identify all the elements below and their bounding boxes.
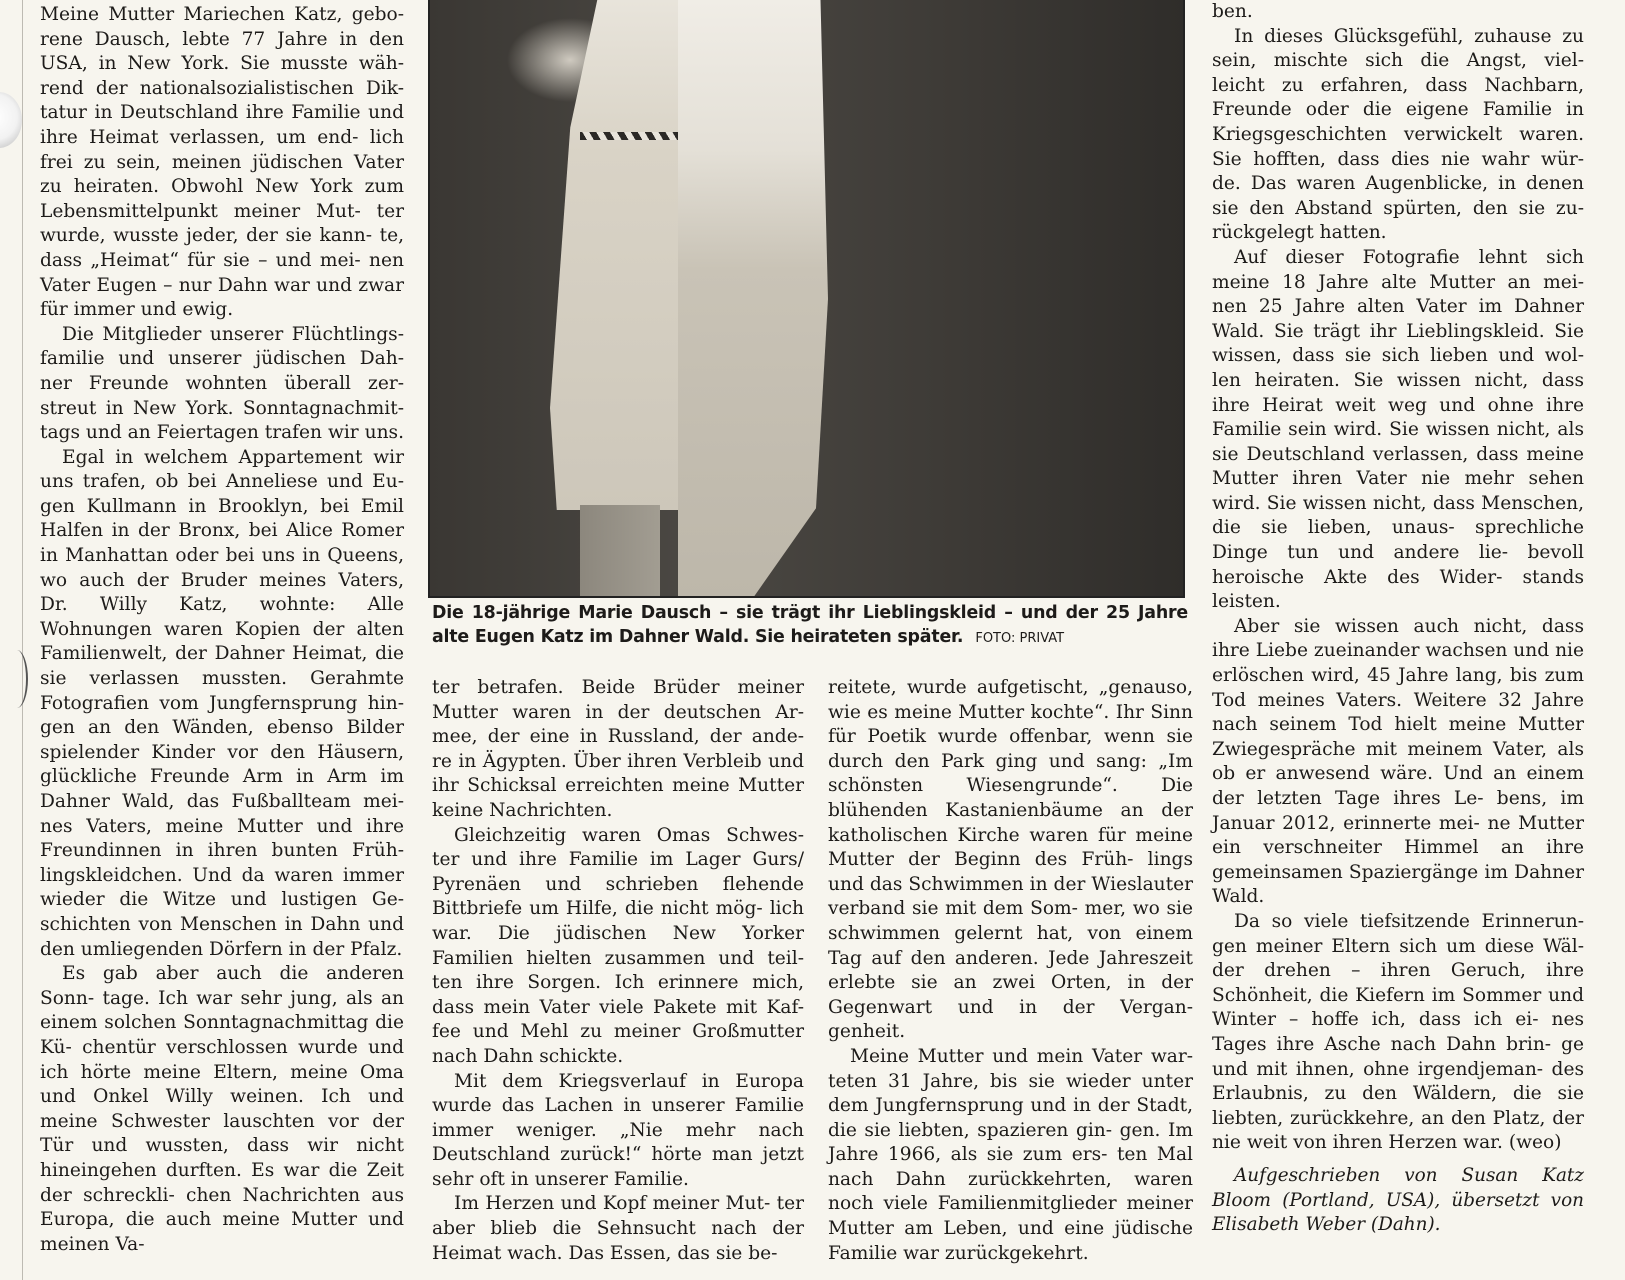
- paragraph: Gleichzeitig waren Omas Schwes- ter und ihre Familie im Lager Gurs/ Pyrenäen und schrieben flehende Bittbriefe um Hilfe, die nicht mög- lich war. Die jüdischen New Yorker Familien hielten zusammen und teil- ten ihre Sorgen. Ich erinnere mich, dass mein Vater viele Pakete mit Kaf- fee und Mehl zu meiner Großmutter nach Dahn schickte.: [432, 824, 804, 1067]
- punch-hole-outline: [6, 650, 28, 708]
- photo-caption: [432, 601, 1188, 651]
- article-column-1: [40, 3, 404, 1257]
- scan-edge: [22, 0, 23, 1280]
- article-column-3: [828, 676, 1193, 1266]
- author-byline: [1212, 1164, 1584, 1238]
- byline-text: Aufgeschrieben von Susan Katz Bloom (Portland, USA), übersetzt von Elisabeth Weber (Dahn).: [1212, 1165, 1584, 1236]
- photo-credit: FOTO: PRIVAT: [975, 631, 1065, 646]
- paragraph: In dieses Glücksgefühl, zuhause zu sein, mischte sich die Angst, viel- leicht zu erfahren, dass Nachbarn, Freunde oder die eigene Familie in Kriegsgeschichten verwickelt waren. Sie hofften, dass dies nie wahr wür- de. Das waren Augenblicke, in denen sie den Abstand spürten, den sie zu- rückgelegt hatten.: [1212, 25, 1584, 244]
- photo-couple-in-forest: [428, 0, 1185, 598]
- paragraph: Im Herzen und Kopf meiner Mut- ter aber blieb die Sehnsucht nach der Heimat wach. Das Essen, das sie be-: [432, 1193, 804, 1264]
- paragraph: Meine Mutter Mariechen Katz, gebo- rene Dausch, lebte 77 Jahre in den USA, in New York. Sie musste wäh- rend der nationalsozialistischen Dik- tatur in Deutschland ihre Familie und ihre Heimat verlassen, um end- lich frei zu sein, meinen jüdischen Vater zu heiraten. Obwohl New York zum Lebensmittelpunkt meiner Mut- ter wurde, wusste jeder, der sie kann- te, dass „Heimat“ für sie – und mei- nen Vater Eugen – nur Dahn war und zwar für immer und ewig.: [40, 4, 404, 321]
- paragraph: Es gab aber auch die anderen Sonn- tage. Ich war sehr jung, als an einem solchen Sonntagnachmittag die Kü- chentür verschlossen wurde und ich hörte meine Eltern, meine Oma und Onkel Willy weinen. Ich und meine Schwester lauschten vor der Tür und wussten, dass wir nicht hineingehen durften. Es war die Zeit der schreckli- chen Nachrichten aus Europa, die auch meine Mutter und meinen Va-: [40, 963, 404, 1255]
- caption-text: Die 18-jährige Marie Dausch – sie trägt ihr Lieblingskleid – und der 25 Jahre alte Eugen Katz im Dahner Wald. Sie heirateten später.: [432, 603, 1188, 647]
- paragraph: Aber sie wissen auch nicht, dass ihre Liebe zueinander wachsen und nie erlöschen wird, 45 Jahre lang, bis zum Tod meines Vaters. Weitere 32 Jahre nach seinem Tod hielt meine Mutter Zwiegespräche mit meinem Vater, als ob er anwesend wäre. Und an einem der letzten Tage ihres Le- bens, im Januar 2012, erinnerte mei- ne Mutter ein verschneiter Himmel an ihre gemeinsamen Spaziergänge im Dahner Wald.: [1212, 615, 1584, 908]
- paragraph: Da so viele tiefsitzende Erinnerun- gen meiner Eltern sich um diese Wäl- der drehen – ihren Geruch, ihre Schönheit, die Kiefern im Sommer und Winter – hoffe ich, dass ich ei- nes Tages ihre Asche nach Dahn brin- ge und mit ihnen, ohne irgendjeman- des Erlaubnis, zu den Wäldern, die sie liebten, zurückkehre, an den Platz, der nie weit von ihren Herzen war. (weo): [1212, 910, 1584, 1154]
- paragraph: reitete, wurde aufgetischt, „genauso, wie es meine Mutter kochte“. Ihr Sinn für Poetik wurde offenbar, wenn sie durch den Park ging und sang: „Im schönsten Wiesengrunde“. Die blühenden Kastanienbäume an der katholischen Kirche waren für meine Mutter der Beginn des Früh- lings und das Schwimmen in der Wieslauter verband sie mit dem Som- mer, wo sie schwimmen gelernt hat, von einem Tag auf den anderen. Jede Jahreszeit erlebte sie an zwei Orten, in der Gegenwart und in der Vergan- genheit.: [828, 677, 1193, 1043]
- paragraph: ter betrafen. Beide Brüder meiner Mutter waren in der deutschen Ar- mee, der eine in Russland, der ande- re in Ägypten. Über ihren Verbleib und ihr Schicksal erreichten meine Mutter keine Nachrichten.: [432, 677, 804, 821]
- article-column-2: [432, 676, 804, 1266]
- photo-figure-woman: [550, 0, 685, 510]
- paragraph: ben.: [1212, 1, 1253, 22]
- article-column-4: [1212, 0, 1584, 1156]
- photo-belt: [580, 132, 680, 140]
- photo-legs: [580, 505, 660, 598]
- photo-figure-man: [678, 0, 828, 598]
- paragraph: Die Mitglieder unserer Flüchtlings- familie und unserer jüdischen Dah- ner Freunde wohnten überall zer- streut in New York. Sonntagnachmit- tags und an Feiertagen trafen wir uns.: [40, 323, 405, 444]
- paragraph: Meine Mutter und mein Vater war- teten 31 Jahre, bis sie wieder unter dem Jungfernsprung und in der Stadt, die sie liebten, spazieren gin- gen. Im Jahre 1966, als sie zum ers- ten Mal nach Dahn zurückkehrten, waren noch viele Familienmitglieder meiner Mutter am Leben, und eine jüdische Familie war zurückgekehrt.: [828, 1045, 1193, 1264]
- paragraph: Egal in welchem Appartement wir uns trafen, ob bei Anneliese und Eu- gen Kullmann in Brooklyn, bei Emil Halfen in der Bronx, bei Alice Romer in Manhattan oder bei uns in Queens, wo auch der Bruder meines Vaters, Dr. Willy Katz, wohnte: Alle Wohnungen waren Kopien der alten Familienwelt, der Dahner Heimat, die sie verlassen mussten. Gerahmte Fotografien vom Jungfernsprung hin- gen an den Wänden, ebenso Bilder spielender Kinder vor den Häusern, glückliche Freunde Arm in Arm im Dahner Wald, das Fußballteam mei- nes Vaters, meine Mutter und ihre Freundinnen in ihren bunten Früh- lingskleidchen. Und da waren immer wieder die Witze und lustigen Ge- schichten von Menschen in Dahn und den umliegenden Dörfern in der Pfalz.: [40, 446, 404, 960]
- paragraph: Auf dieser Fotografie lehnt sich meine 18 Jahre alte Mutter an mei- nen 25 Jahre alten Vater im Dahner Wald. Sie trägt ihr Lieblingskleid. Sie wissen, dass sie sich lieben und wol- len heiraten. Sie wissen nicht, dass ihre Heirat weit weg und ohne ihre Familie sein wird. Sie wissen nicht, als sie Deutschland verlassen, dass meine Mutter ihren Vater nie mehr sehen wird. Sie wissen nicht, dass Menschen, die sie lieben, unaus- sprechliche Dinge tun und andere lie- bevoll heroische Akte des Wider- stands leisten.: [1212, 246, 1584, 613]
- paragraph: Mit dem Kriegsverlauf in Europa wurde das Lachen in unserer Familie immer weniger. „Nie mehr nach Deutschland zurück!“ hörte man jetzt sehr oft in unserer Familie.: [432, 1070, 804, 1190]
- punch-hole: [0, 92, 22, 148]
